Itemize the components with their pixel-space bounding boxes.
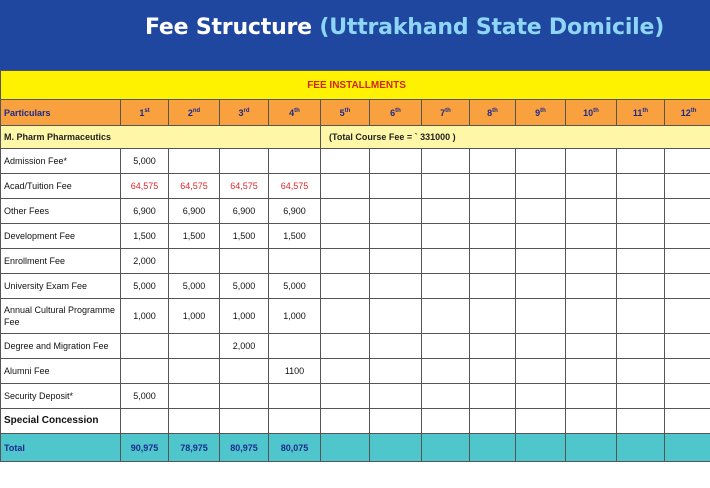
fee-cell	[370, 199, 422, 224]
fee-cell	[470, 224, 516, 249]
fee-cell	[121, 334, 169, 359]
fee-row	[1, 334, 710, 359]
installment-suffix: th	[690, 107, 697, 114]
fee-cell	[617, 199, 665, 224]
installment-suffix: th	[642, 107, 649, 114]
fee-cell: 6,900	[121, 199, 169, 224]
fee-cell	[422, 174, 470, 199]
total-cell	[516, 434, 566, 462]
fee-row	[1, 409, 710, 434]
installment-number: 6	[390, 107, 396, 118]
fee-cell	[566, 249, 617, 274]
fee-cell	[566, 359, 617, 384]
fee-cell	[566, 224, 617, 249]
installment-header-6	[370, 100, 422, 126]
installment-suffix: th	[445, 107, 451, 114]
fee-cell	[169, 384, 220, 409]
installment-suffix: th	[492, 107, 498, 114]
course-row	[1, 126, 710, 149]
fee-cell: 5,000	[220, 274, 269, 299]
fee-cell	[470, 149, 516, 174]
installment-header-8	[470, 100, 516, 126]
fee-cell	[617, 224, 665, 249]
fee-cell: 64,575	[220, 174, 269, 199]
fee-cell	[321, 359, 370, 384]
fee-cell	[422, 409, 470, 434]
fee-cell	[321, 274, 370, 299]
installment-number: 8	[487, 107, 493, 118]
fee-cell	[220, 384, 269, 409]
fee-cell	[617, 274, 665, 299]
fee-label: University Exam Fee	[1, 274, 121, 299]
installment-header-7	[422, 100, 470, 126]
fee-cell	[169, 409, 220, 434]
fee-cell	[321, 299, 370, 334]
fee-cell	[617, 334, 665, 359]
fee-label: Annual Cultural Programme Fee	[1, 299, 121, 334]
total-cell	[370, 434, 422, 462]
fee-cell	[665, 149, 710, 174]
installment-number: 11	[632, 107, 643, 118]
fee-cell	[321, 384, 370, 409]
fee-cell	[470, 199, 516, 224]
course-total-fee: (Total Course Fee = ` 331000 )	[321, 126, 710, 149]
fee-cell	[516, 274, 566, 299]
fee-cell	[370, 274, 422, 299]
fee-cell	[370, 149, 422, 174]
fee-cell	[269, 409, 321, 434]
fee-cell	[422, 249, 470, 274]
installment-header-5	[321, 100, 370, 126]
installment-header-1	[121, 100, 169, 126]
fee-cell	[220, 249, 269, 274]
installment-number: 9	[535, 107, 541, 118]
fee-row	[1, 149, 710, 174]
installment-number: 5	[339, 107, 345, 118]
fee-cell	[617, 409, 665, 434]
fee-cell	[422, 384, 470, 409]
fee-cell	[665, 384, 710, 409]
installment-suffix: th	[294, 107, 300, 114]
installment-header-12	[665, 100, 710, 126]
fee-cell	[370, 224, 422, 249]
fee-cell	[617, 149, 665, 174]
title-subtitle: (Uttrakhand State Domicile)	[319, 15, 665, 40]
fee-cell: 1100	[269, 359, 321, 384]
fee-cell	[566, 334, 617, 359]
total-cell: 80,975	[220, 434, 269, 462]
fee-cell: 1,000	[121, 299, 169, 334]
installment-suffix: rd	[243, 107, 250, 114]
installment-header-3	[220, 100, 269, 126]
fee-cell	[516, 149, 566, 174]
fee-cell	[321, 334, 370, 359]
total-cell	[321, 434, 370, 462]
installment-number: 1	[139, 107, 145, 118]
fee-cell	[617, 249, 665, 274]
fee-cell	[269, 334, 321, 359]
fee-cell	[321, 174, 370, 199]
installment-suffix: th	[395, 107, 401, 114]
fee-cell	[269, 149, 321, 174]
installment-number: 2	[187, 107, 193, 118]
total-cell	[617, 434, 665, 462]
installment-header-11	[617, 100, 665, 126]
total-cell	[665, 434, 710, 462]
fee-cell	[321, 409, 370, 434]
fee-cell	[370, 249, 422, 274]
fee-label: Degree and Migration Fee	[1, 334, 121, 359]
fee-cell	[370, 384, 422, 409]
fee-cell	[665, 174, 710, 199]
fee-cell: 2,000	[220, 334, 269, 359]
fee-cell: 1,500	[121, 224, 169, 249]
fee-cell	[422, 199, 470, 224]
page-title	[145, 15, 664, 40]
fee-cell: 1,000	[269, 299, 321, 334]
installment-header-2	[169, 100, 220, 126]
fee-cell	[516, 334, 566, 359]
fee-cell	[121, 409, 169, 434]
installment-number: 12	[680, 107, 691, 118]
fee-cell: 1,500	[220, 224, 269, 249]
fee-cell	[370, 409, 422, 434]
fee-cell	[566, 409, 617, 434]
fee-cell	[566, 274, 617, 299]
installment-number: 10	[583, 107, 594, 118]
total-cell: 80,075	[269, 434, 321, 462]
fee-cell	[422, 299, 470, 334]
installment-number: 7	[440, 107, 446, 118]
fee-cell	[269, 384, 321, 409]
total-cell: 90,975	[121, 434, 169, 462]
fee-cell	[121, 359, 169, 384]
fee-cell	[422, 149, 470, 174]
installment-number: 4	[289, 107, 295, 118]
fee-cell	[566, 299, 617, 334]
installment-number: 3	[238, 107, 244, 118]
fee-cell	[516, 359, 566, 384]
fee-cell	[470, 299, 516, 334]
fee-cell: 64,575	[269, 174, 321, 199]
fee-cell	[665, 249, 710, 274]
course-name: M. Pharm Pharmaceutics	[1, 126, 321, 149]
fee-cell	[169, 334, 220, 359]
fee-cell	[169, 249, 220, 274]
fee-cell	[470, 249, 516, 274]
fee-cell	[665, 199, 710, 224]
fee-cell	[370, 359, 422, 384]
total-row	[1, 434, 710, 462]
fee-cell	[370, 334, 422, 359]
fee-cell	[665, 334, 710, 359]
fee-cell: 6,900	[220, 199, 269, 224]
fee-cell	[516, 174, 566, 199]
installment-header-10	[566, 100, 617, 126]
fee-cell: 6,900	[169, 199, 220, 224]
fee-cell	[220, 149, 269, 174]
fee-cell	[516, 384, 566, 409]
fee-table	[0, 70, 710, 462]
title-main: Fee Structure	[145, 15, 312, 40]
fee-cell	[370, 174, 422, 199]
fee-row	[1, 174, 710, 199]
fee-cell: 5,000	[169, 274, 220, 299]
installment-suffix: th	[593, 107, 599, 114]
fee-cell	[470, 409, 516, 434]
total-cell	[422, 434, 470, 462]
fee-cell	[169, 149, 220, 174]
fee-label: Admission Fee*	[1, 149, 121, 174]
fee-cell: 5,000	[121, 384, 169, 409]
fee-cell: 64,575	[121, 174, 169, 199]
fee-cell	[321, 149, 370, 174]
total-label: Total	[1, 434, 121, 462]
fee-cell	[665, 299, 710, 334]
fee-row	[1, 199, 710, 224]
fee-cell: 1,500	[269, 224, 321, 249]
fee-cell	[665, 224, 710, 249]
fee-cell	[422, 334, 470, 359]
fee-cell	[516, 199, 566, 224]
fee-cell	[422, 274, 470, 299]
fee-cell: 6,900	[269, 199, 321, 224]
fee-cell	[470, 334, 516, 359]
fee-cell: 1,500	[169, 224, 220, 249]
fee-cell	[220, 359, 269, 384]
fee-cell	[516, 409, 566, 434]
fee-label: Special Concession	[1, 409, 121, 434]
fee-cell	[617, 384, 665, 409]
fee-cell	[370, 299, 422, 334]
fee-cell	[470, 174, 516, 199]
fee-cell	[617, 359, 665, 384]
fee-cell: 64,575	[169, 174, 220, 199]
installment-suffix: nd	[192, 107, 201, 114]
fee-cell	[665, 409, 710, 434]
fee-cell	[321, 249, 370, 274]
fee-cell: 5,000	[121, 149, 169, 174]
installment-suffix: th	[540, 107, 546, 114]
fee-cell	[422, 224, 470, 249]
fee-cell	[470, 359, 516, 384]
fee-label: Enrollment Fee	[1, 249, 121, 274]
fee-cell: 2,000	[121, 249, 169, 274]
fee-cell	[617, 299, 665, 334]
installments-header: FEE INSTALLMENTS	[1, 71, 710, 100]
fee-cell	[470, 274, 516, 299]
fee-cell	[269, 249, 321, 274]
fee-cell	[566, 199, 617, 224]
fee-row	[1, 384, 710, 409]
fee-cell	[566, 174, 617, 199]
fee-row	[1, 299, 710, 334]
fee-cell	[321, 224, 370, 249]
fee-row	[1, 249, 710, 274]
fee-cell	[665, 274, 710, 299]
fee-cell: 1,000	[220, 299, 269, 334]
fee-cell	[422, 359, 470, 384]
fee-cell	[665, 359, 710, 384]
fee-cell	[516, 299, 566, 334]
fee-label: Other Fees	[1, 199, 121, 224]
total-cell: 78,975	[169, 434, 220, 462]
fee-cell	[566, 384, 617, 409]
fee-label: Acad/Tuition Fee	[1, 174, 121, 199]
fee-cell	[169, 359, 220, 384]
total-cell	[470, 434, 516, 462]
fee-cell	[617, 174, 665, 199]
fee-row	[1, 224, 710, 249]
particulars-header: Particulars	[1, 100, 121, 126]
fee-cell	[516, 224, 566, 249]
installment-suffix: th	[344, 107, 351, 114]
fee-cell: 1,000	[169, 299, 220, 334]
total-cell	[566, 434, 617, 462]
fee-cell: 5,000	[121, 274, 169, 299]
fee-label: Alumni Fee	[1, 359, 121, 384]
fee-row	[1, 274, 710, 299]
fee-label: Security Deposit*	[1, 384, 121, 409]
installment-header-4	[269, 100, 321, 126]
title-banner	[0, 0, 710, 70]
installment-suffix: st	[144, 107, 150, 114]
fee-cell	[220, 409, 269, 434]
fee-cell	[566, 149, 617, 174]
fee-cell	[321, 199, 370, 224]
column-header-row	[1, 100, 710, 126]
fee-cell	[516, 249, 566, 274]
installment-header-9	[516, 100, 566, 126]
fee-cell: 5,000	[269, 274, 321, 299]
fee-row	[1, 359, 710, 384]
installments-header-row	[1, 71, 710, 100]
fee-cell	[470, 384, 516, 409]
fee-label: Development Fee	[1, 224, 121, 249]
